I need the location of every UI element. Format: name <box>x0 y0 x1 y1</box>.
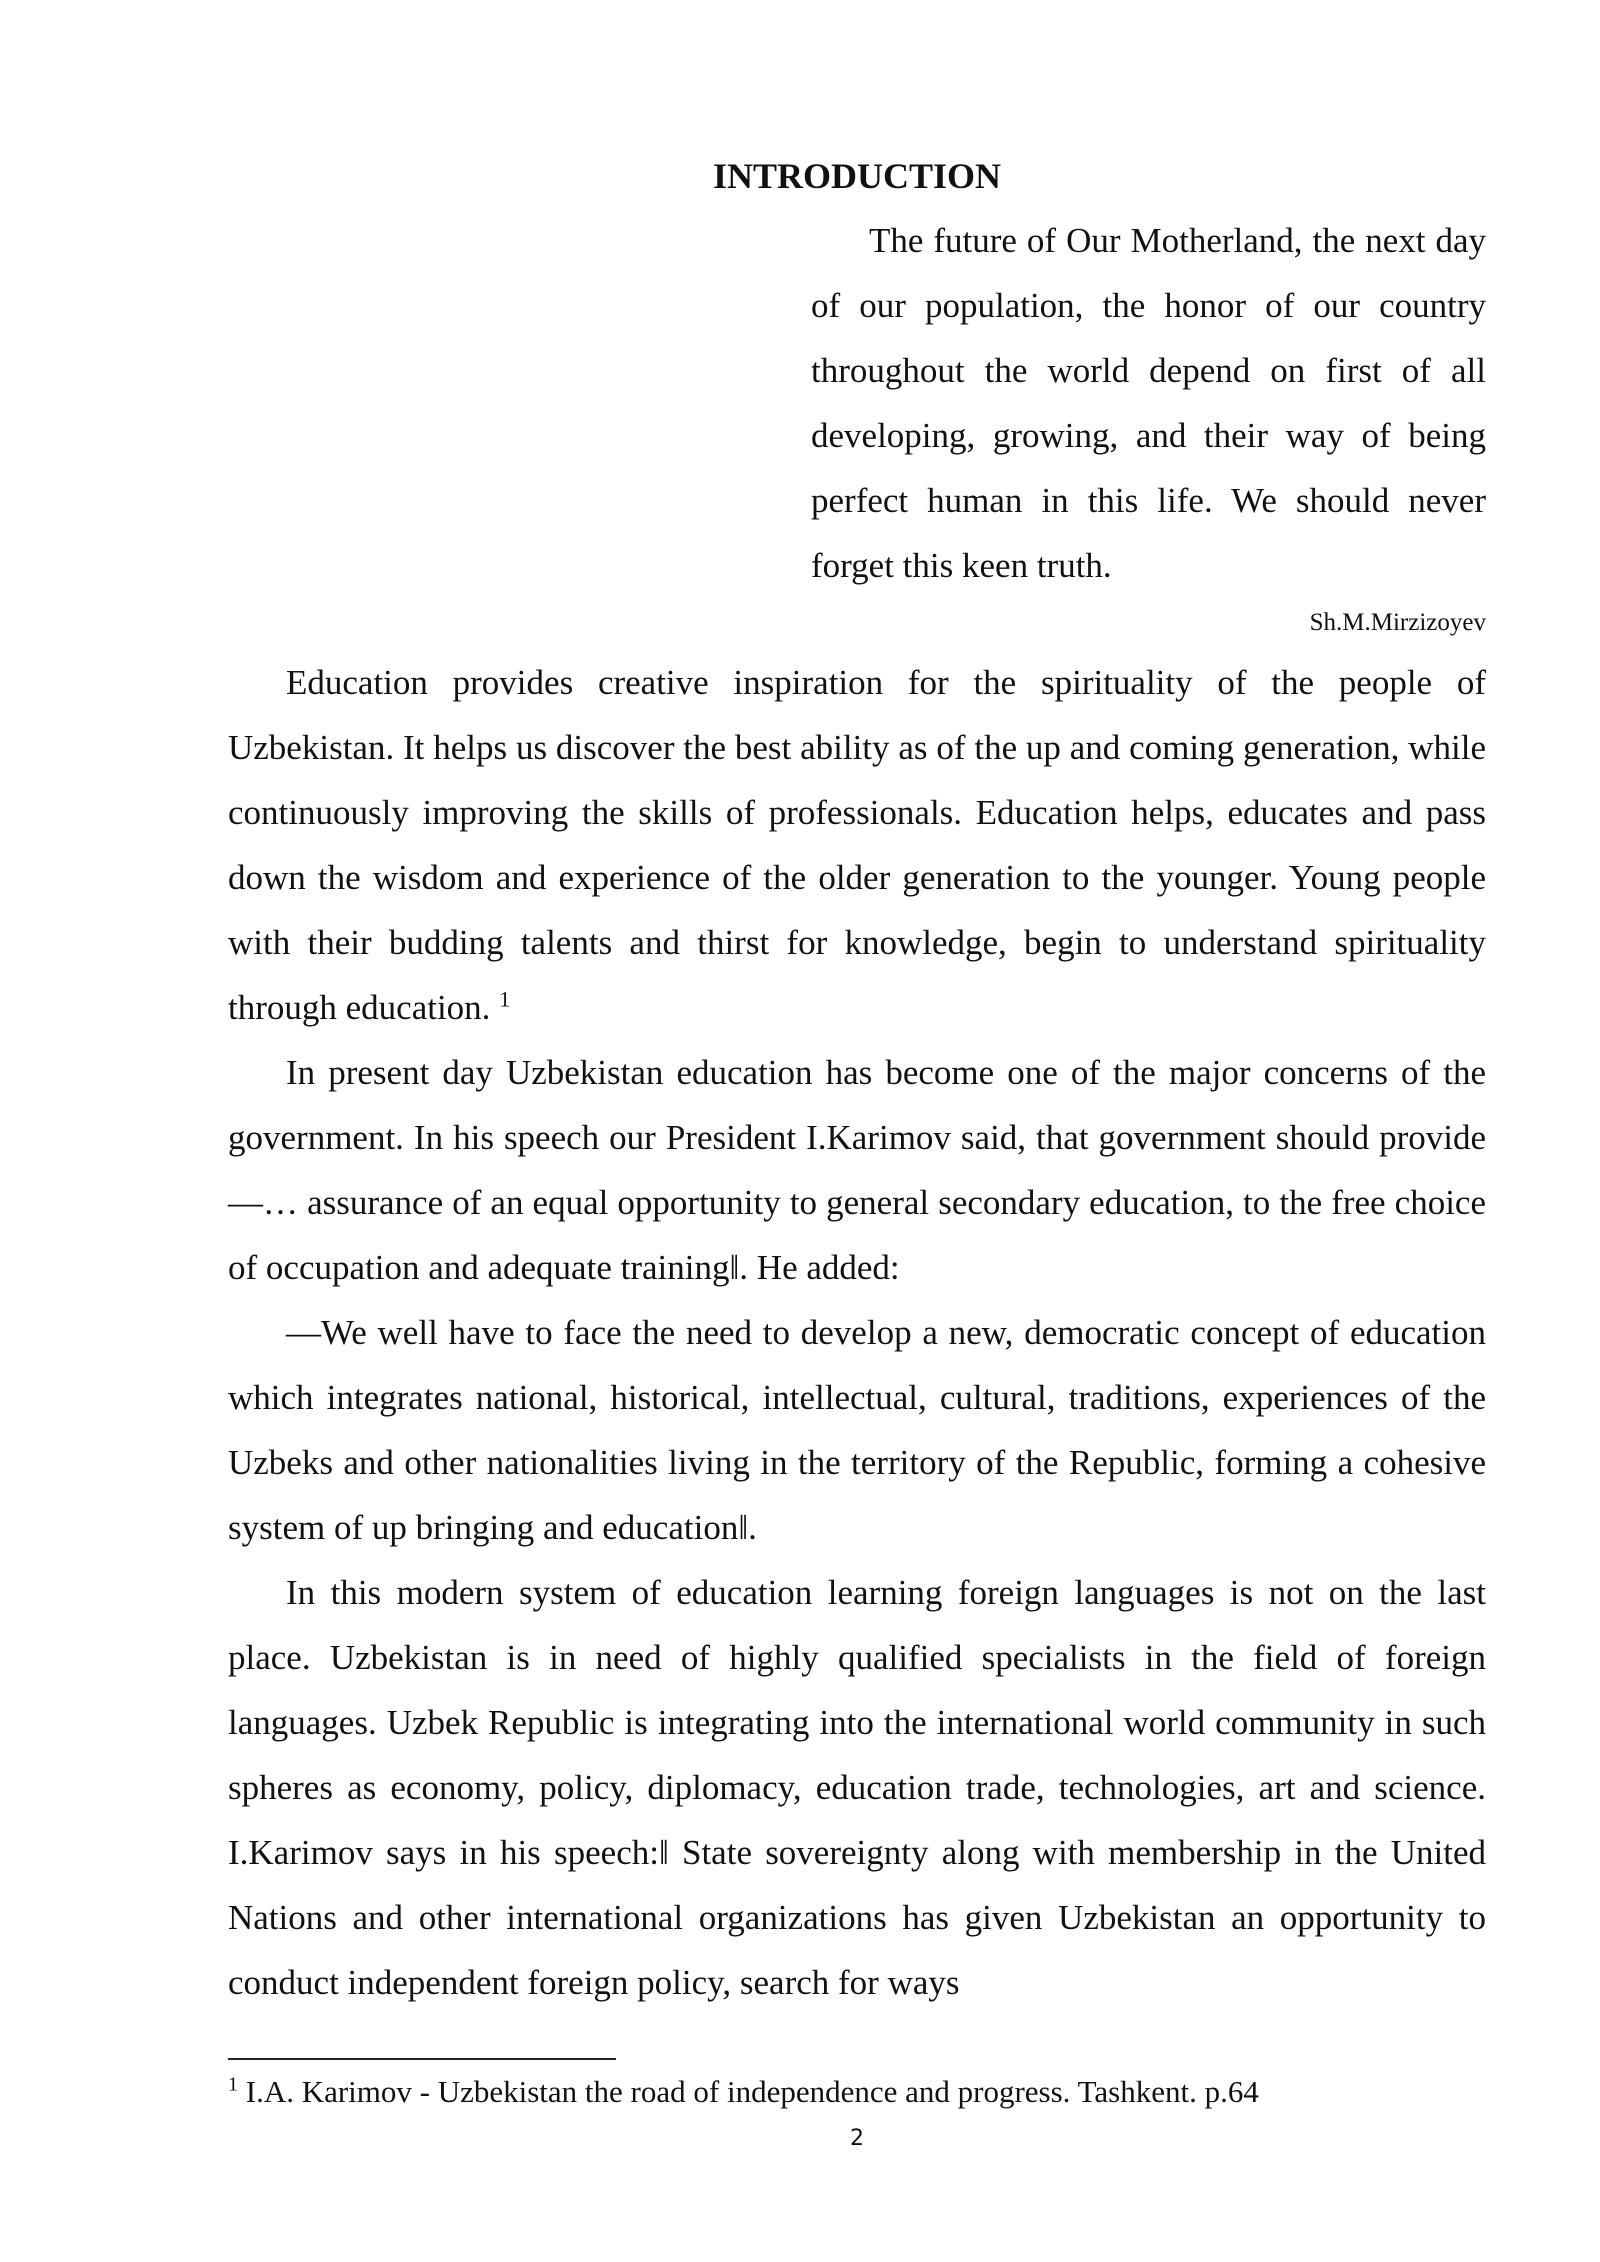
paragraph-1-text: Education provides creative inspiration for the spirituality of the people of Uzbekistan. It helps us discover the best ability as of the up and coming generation, while continuously improving the skills of professionals. Education helps, educates and pass down the wisdom and experience of the older generation to the younger. Young people with their budding talents and thirst for knowledge, begin to understand spirituality through education. <box>228 663 1486 1027</box>
page-number: 2 <box>850 2126 864 2151</box>
footnote <box>228 2070 1259 2114</box>
paragraph-4: In this modern system of education learning foreign languages is not on the last place. Uzbekistan is in need of highly qualified specialists in the field of foreign languages. Uzbek Republic is integrating into the international world community in such spheres as economy, policy, diplomacy, education trade, technologies, art and science. I.Karimov says in his speech:‖ State sovereignty along with membership in the United Nations and other international organizations has given Uzbekistan an opportunity to conduct independent foreign policy, search for ways <box>228 1573 1486 2002</box>
paragraph-3: ―We well have to face the need to develop a new, democratic concept of education which integrates national, historical, intellectual, cultural, traditions, experiences of the Uzbeks and other nationalities living in the territory of the Republic, forming a cohesive system of up bringing and education‖. <box>228 1313 1486 1547</box>
footnote-number: 1 <box>228 2073 238 2096</box>
footnote-separator <box>228 2058 616 2060</box>
page-title: INTRODUCTION <box>712 156 1002 196</box>
document-page <box>228 0 1486 2262</box>
epigraph-quote: The future of Our Motherland, the next day of our population, the honor of our country throughout the world depend on first of all developing, growing, and their way of being perfect human in this life. We should never forget this keen truth. <box>811 221 1486 585</box>
paragraph-1 <box>228 650 1486 1040</box>
epigraph-author: Sh.M.Mirzizoyev <box>1309 609 1486 636</box>
paragraph-2: In present day Uzbekistan education has become one of the major concerns of the government. In his speech our President I.Karimov said, that government should provide ―… assurance of an equal opportunity to general secondary education, to the free choice of occupation and adequate training‖. He added: <box>228 1053 1486 1287</box>
body-text <box>228 650 1486 2015</box>
footnote-reference: 1 <box>499 986 511 1012</box>
footnote-text: I.A. Karimov - Uzbekistan the road of independence and progress. Tashkent. p.64 <box>238 2074 1259 2109</box>
